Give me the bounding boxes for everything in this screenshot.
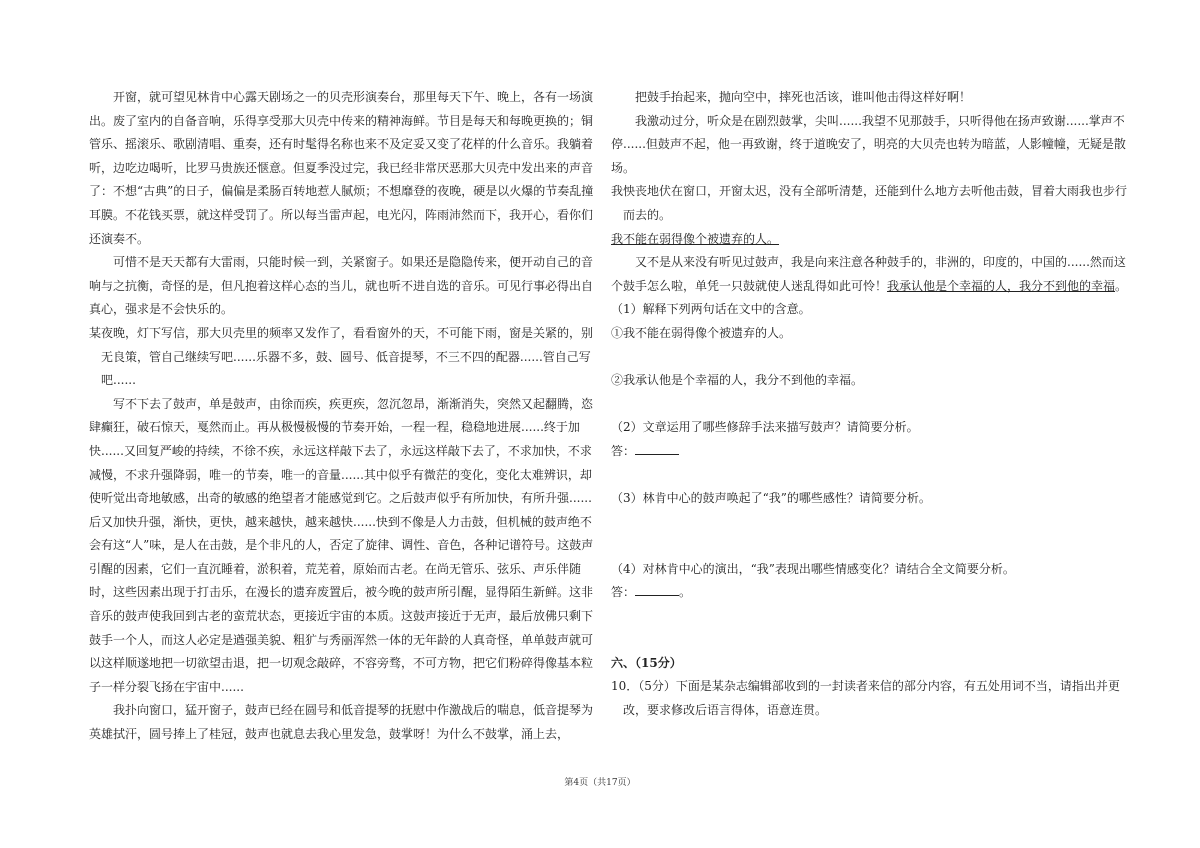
question-1-item-a: ①我不能在弱得像个被遗弃的人。 bbox=[611, 325, 792, 340]
paragraph: 可惜不是天天都有大雷雨，只能时候一到，关紧窗子。如果还是隐隐传来，便开动自己的音响与之抗衡，奇怪的是，但凡抱着这样心态的当儿，就也听不进自选的音乐。可见行事必得出自真心，强求是不会快乐的。 bbox=[89, 255, 594, 317]
paragraph: 把鼓手抬起来，抛向空中，摔死也活该，谁叫他击得这样好啊！ bbox=[635, 90, 972, 104]
answer-blank[interactable] bbox=[635, 442, 679, 455]
left-column bbox=[89, 86, 597, 747]
section-heading: 六、（15分） bbox=[611, 655, 682, 670]
question-10: 10．（5分）下面是某杂志编辑部收到的一封读者来信的部分内容，有五处用词不当，请指出并更改，要求修改后语言得体，语意连贯。 bbox=[611, 679, 1120, 718]
paragraph: 开窗，就可望见林肯中心露天剧场之一的贝壳形演奏台，那里每天下午、晚上，各有一场演出。废了室内的自备音响，乐得享受那大贝壳中传来的精神海鲜。节目是每天和每晚更换的；铜管乐、摇滚乐、歌剧清唱、重奏，还有时髦得名称也来不及定妥又变了花样的什么音乐。我躺着听，边吃边喝听，比罗马贵族还惬意。但夏季没过完，我已经非常厌恶那大贝壳中发出来的声音了：不想“古典”的日子，偏偏是柔肠百转地惹人腻烦；不想靡登的夜晚，硬是以火爆的节奏乱撞耳膜。不花钱买票，就这样受罚了。所以每当雷声起，电光闪，阵雨沛然而下，我开心，看你们还演奏不。 bbox=[89, 90, 594, 246]
page-footer: 第4页（共17页） bbox=[564, 778, 636, 788]
right-column bbox=[611, 86, 1131, 723]
paragraph: 我怏丧地伏在窗口，开窗太迟，没有全部听清楚，还能到什么地方去听他击鼓，冒着大雨我也步行而去的。 bbox=[611, 184, 1128, 222]
question-1: （1）解释下列两句话在文中的含意。 bbox=[611, 302, 811, 317]
paragraph-end: 。 bbox=[1115, 278, 1128, 293]
answer-line-4 bbox=[611, 581, 1131, 605]
paragraph-text: 又不是从来没有听见过鼓声，我是向来注意各种鼓手的，非洲的，印度的，中国的......然而这个鼓手怎么啦，单凭一只鼓就使人迷乱得如此可怜！ bbox=[611, 255, 1126, 293]
underlined-sentence-1: 我不能在弱得像个被遗弃的人。 bbox=[611, 231, 780, 246]
answer-line-2 bbox=[611, 440, 1131, 464]
underlined-sentence-2: 我承认他是个幸福的人，我分不到他的幸福 bbox=[887, 278, 1116, 293]
paragraph: 我激动过分，听众是在剧烈鼓掌，尖叫......我望不见那鼓手，只听得他在扬声致谢......掌声不停......但鼓声不起，他一再致谢，终于道晚安了，明亮的大贝壳也转为暗蓝，人影幢幢，无疑是散场。 bbox=[611, 113, 1126, 175]
question-1-item-b: ②我承认他是个幸福的人，我分不到他的幸福。 bbox=[611, 373, 864, 388]
paragraph: 写不下去了鼓声，单是鼓声，由徐而疾，疾更疾，忽沉忽昂，渐渐消失，突然又起翻腾，恣肆癫狂，破石惊天，戛然而止。再从极慢极慢的节奏开始，一程一程，稳稳地进展......终于加快......又回复严峻的持续，不徐不疾，永远这样敲下去了，永远这样敲下去了，不求加快，不求减慢，不求升强降弱，唯一的节奏，唯一的音量......其中似乎有微茫的变化，变化太难辨识，却使听觉出奇地敏感，出奇的敏感的绝望者才能感觉到它。之后鼓声似乎有所加快，有所升强......后又加快升强，渐快，更快，越来越快，越来越快......快到不像是人力击鼓，但机械的鼓声绝不会有这“人”味，是人在击鼓，是个非凡的人，否定了旋律、调性、音色，各种记谱符号。这鼓声引醒的因素，它们一直沉睡着，淤积着，荒芜着，原始而古老。在尚无管乐、弦乐、声乐伴随时，这些因素出现于打击乐，在漫长的遗弃废置后，被今晚的鼓声所引醒，显得陌生新鲜。这非音乐的鼓声使我回到古老的蛮荒状态，更接近宇宙的本质。这鼓声接近于无声，最后放佛只剩下鼓手一个人，而这人必定是遒强美貌、粗犷与秀丽浑然一体的无年龄的人真奇怪，单单鼓声就可以这样顺遂地把一切欲望击退，把一切观念敲碎，不容旁骛，不可方物，把它们粉碎得像基本粒子一样分裂飞扬在宇宙中...... bbox=[89, 396, 594, 694]
paragraph bbox=[611, 251, 1131, 298]
question-3: （3）林肯中心的鼓声唤起了“我”的哪些感性？请简要分析。 bbox=[611, 491, 931, 506]
answer-end: 。 bbox=[679, 585, 692, 600]
paragraph: 我扑向窗口，猛开窗子，鼓声已经在圆号和低音提琴的抚慰中作激战后的喘息，低音提琴为英雄拭汗，圆号捧上了桂冠，鼓声也就息去我心里发急，鼓掌呀！为什么不鼓掌，涌上去， bbox=[89, 703, 594, 742]
paragraph: 某夜晚，灯下写信，那大贝壳里的频率又发作了，看看窗外的天，不可能下雨，窗是关紧的，别无良策，管自己继续写吧......乐器不多，鼓、圆号、低音提琴，不三不四的配器......管自己写吧...... bbox=[89, 325, 594, 388]
answer-label: 答： bbox=[611, 585, 636, 600]
question-2: （2）文章运用了哪些修辞手法来描写鼓声？请简要分析。 bbox=[611, 420, 919, 435]
answer-label: 答： bbox=[611, 443, 636, 458]
answer-blank[interactable] bbox=[635, 583, 679, 596]
question-4: （4）对林肯中心的演出，“我”表现出哪些情感变化？请结合全文简要分析。 bbox=[611, 561, 1015, 576]
